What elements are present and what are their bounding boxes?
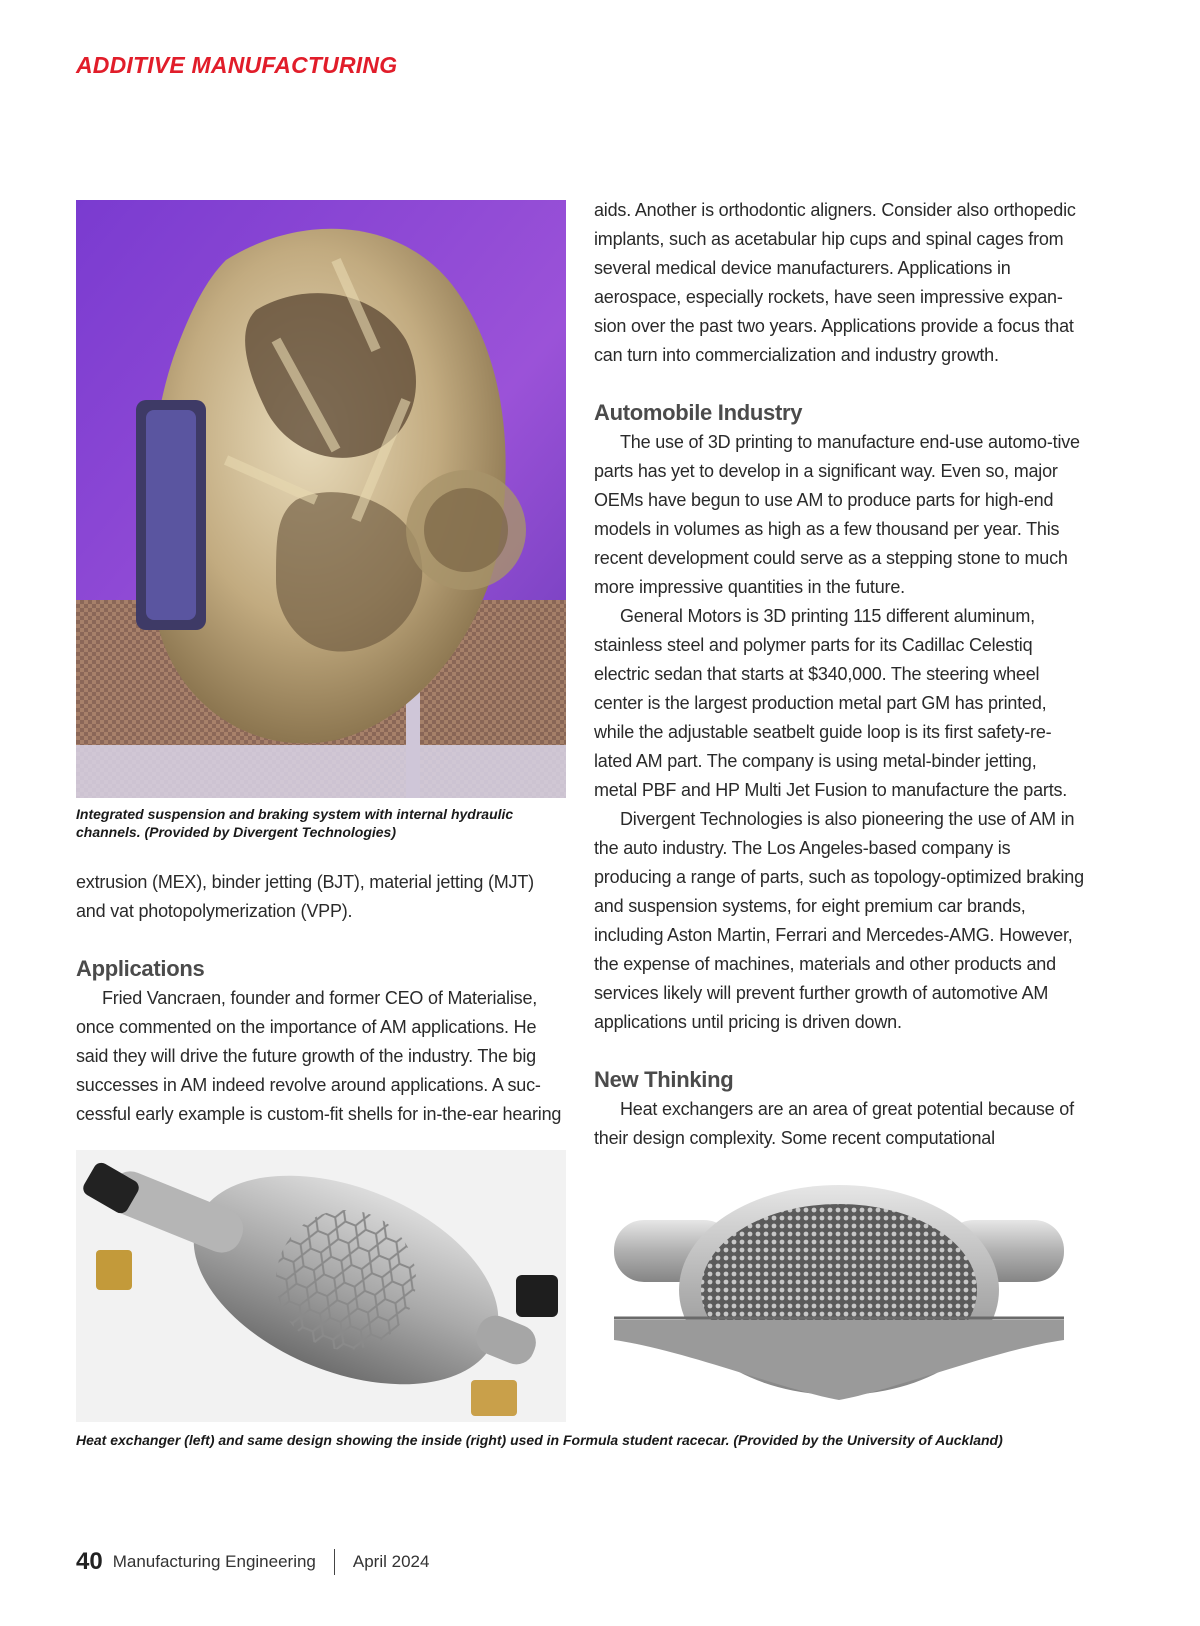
right-paragraph-5: Heat exchangers are an area of great potential because of their design complexity. Some recent computational bbox=[594, 1099, 1074, 1148]
publication-name: Manufacturing Engineering bbox=[112, 1552, 316, 1571]
left-paragraph-2: Fried Vancraen, founder and former CEO of Materialise, once commented on the importance of AM applications. He said they will drive the future growth of the industry. The big successes in AM indeed revolve around applications. A suc-cessful early example is custom-fit shells for in-the-ear hearing bbox=[76, 988, 562, 1124]
heading-automobile-industry: Automobile Industry bbox=[594, 400, 803, 425]
right-paragraph-4: Divergent Technologies is also pioneering the use of AM in the auto industry. The Los Angeles-based company is producing a range of parts, such as topology-optimized braking and suspension systems, for eight premium car brands, including Aston Martin, Ferrari and Mercedes-AMG. However, the expense of machines, materials and other products and services likely will prevent further growth of automotive AM applications until pricing is driven down. bbox=[594, 809, 1084, 1032]
right-column bbox=[594, 196, 1084, 1153]
heading-new-thinking: New Thinking bbox=[594, 1067, 734, 1092]
left-column bbox=[76, 868, 566, 1129]
figure2-caption: Heat exchanger (left) and same design showing the inside (right) used in Formula student racecar. (Provided by the University of Auckland) bbox=[76, 1432, 1003, 1448]
footer-divider bbox=[334, 1549, 335, 1575]
right-paragraph-1: aids. Another is orthodontic aligners. Consider also orthopedic implants, such as acetabular hip cups and spinal cages from several medical device manufacturers. Applications in aerospace, especially rockets, have seen impressive expan-sion over the past two years. Applications provide a focus that can turn into commercialization and industry growth. bbox=[594, 200, 1076, 365]
section-header: ADDITIVE MANUFACTURING bbox=[76, 52, 398, 78]
right-paragraph-3: General Motors is 3D printing 115 different aluminum, stainless steel and polymer parts for its Cadillac Celestiq electric sedan that starts at $340,000. The steering wheel center is the largest production metal part GM has printed, while the adjustable seatbelt guide loop is its first safety-re-lated AM part. The company is using metal-binder jetting, metal PBF and HP Multi Jet Fusion to manufacture the parts. bbox=[594, 606, 1068, 800]
figure1-caption: Integrated suspension and braking system with internal hydraulic channels. (Provided by Divergent Technologies) bbox=[76, 806, 514, 840]
right-paragraph-2: The use of 3D printing to manufacture end-use automo-tive parts has yet to develop in a significant way. Even so, major OEMs have begun to use AM to produce parts for high-end models in volumes as high as a few thousand per year. This recent development could serve as a stepping stone to much more impressive quantities in the future. bbox=[594, 432, 1080, 597]
issue-date: April 2024 bbox=[352, 1552, 430, 1571]
page-footer bbox=[76, 1548, 429, 1576]
heat-exchanger-right-photo bbox=[594, 1150, 1084, 1422]
heading-applications: Applications bbox=[76, 956, 205, 981]
left-paragraph-1: extrusion (MEX), binder jetting (BJT), material jetting (MJT) and vat photopolymerization (VPP). bbox=[76, 872, 534, 921]
page-number: 40 bbox=[76, 1548, 103, 1575]
heat-exchanger-left-photo bbox=[76, 1150, 566, 1422]
suspension-brake-photo bbox=[76, 200, 566, 798]
